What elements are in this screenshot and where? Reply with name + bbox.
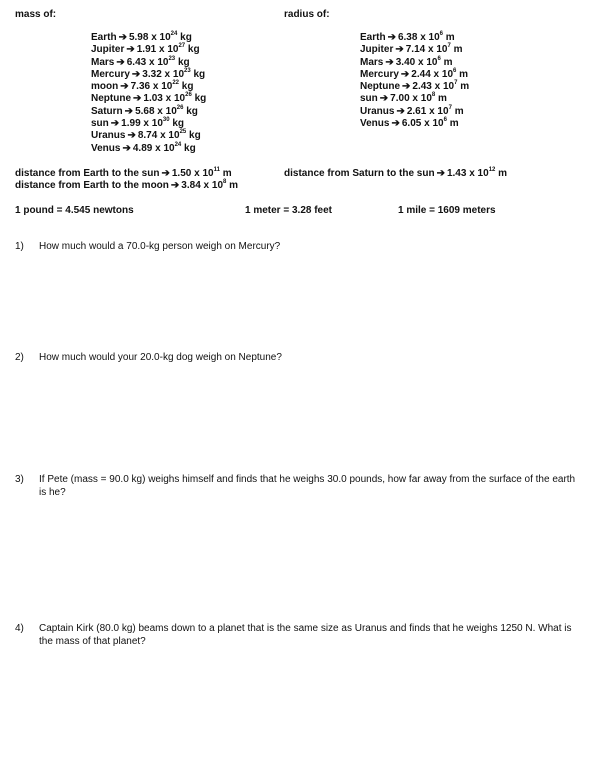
unit: kg [180,32,192,43]
arrow-icon: ➔ [116,56,125,68]
distance-earth-moon: distance from Earth to the moon ➔ 3.84 x $10^8$ m [15,179,239,191]
exponent: 6 [443,117,447,124]
body-name: Mercury [360,68,399,80]
value: 1.91 x 10 [136,44,179,56]
value: 1.99 x 10 [121,118,163,130]
mass-row [91,44,206,56]
exponent: 6 [437,55,441,62]
arrow-icon: ➔ [436,168,445,179]
exponent: 27 [178,43,186,50]
body-name: Neptune [91,93,131,105]
unit: kg [193,68,206,80]
body-name: sun [360,93,378,105]
radius-row [360,44,469,56]
arrow-icon: ➔ [379,93,389,105]
mass-row [91,69,206,81]
arrow-icon: ➔ [120,81,129,93]
arrow-icon: ➔ [133,93,142,105]
unit: m [443,56,453,68]
exponent: 6 [453,67,457,74]
conversion-mile: 1 mile = 1609 meters [398,205,496,216]
exponent: 24 [174,141,182,148]
exponent: 22 [172,80,180,87]
unit: kg [181,81,194,93]
body-name: Mars [91,56,115,68]
radius-row [360,93,469,105]
arrow-icon: ➔ [387,32,396,43]
unit: m [445,32,455,43]
arrow-icon: ➔ [110,118,120,130]
question-number: 2) [15,352,24,363]
unit: m [449,118,459,130]
arrow-icon: ➔ [385,56,394,68]
mass-row [91,118,206,130]
mass-list [91,32,206,155]
question-number: 3) [15,474,24,485]
question-text: How much would a 70.0-kg person weigh on Mercury? [39,241,281,252]
value: 6.05 x 10 [401,118,444,130]
value: 8.74 x 10 [137,130,180,142]
arrow-icon: ➔ [118,32,127,43]
value: 2.61 x 10 [406,105,449,117]
body-name: Jupiter [91,44,125,56]
body-name: Venus [360,118,390,130]
mass-row [91,143,206,155]
value: 7.00 x 10 [390,93,432,105]
unit: kg [187,44,200,56]
body-name: Mars [360,56,384,68]
radius-row [360,32,469,44]
mass-row [91,32,206,44]
question-2 [0,352,602,382]
value: 7.36 x 10 [130,81,173,93]
body-name: Venus [91,142,121,154]
mass-row [91,130,206,142]
question-text: Captain Kirk (80.0 kg) beams down to a planet that is the same size as Uranus and finds that he weighs 1250 N. What is the mass of that planet? [39,623,572,647]
distance-saturn-sun: distance from Saturn to the sun ➔ 1.43 x $10^{12}$ m [284,167,508,179]
unit: m [454,105,464,117]
unit: kg [194,93,207,105]
exponent: 6 [439,31,444,37]
unit: m [459,68,469,80]
radius-header: radius of: [284,9,330,20]
exponent: 26 [185,92,192,99]
exponent: 23 [184,67,191,74]
arrow-icon: ➔ [395,44,404,56]
arrow-icon: ➔ [131,68,141,80]
question-3 [0,474,602,504]
value: 6.43 x 10 [126,56,169,68]
body-name: Earth [91,32,117,43]
arrow-icon: ➔ [122,142,131,154]
question-1 [0,241,602,271]
question-text: If Pete (mass = 90.0 kg) weighs himself and finds that he weighs 30.0 pounds, how far away from the surface of the earth is he? [39,474,576,498]
arrow-icon: ➔ [126,44,135,56]
value: 4.89 x 10 [132,142,175,154]
radius-row [360,106,469,118]
value: 2.43 x 10 [412,81,455,93]
unit: m [460,81,470,93]
exponent: 24 [170,31,178,37]
body-name: Uranus [360,105,395,117]
body-name: sun [91,118,109,130]
mass-row [91,93,206,105]
unit: kg [184,142,196,154]
exponent: 30 [162,117,170,124]
radius-row [360,81,469,93]
value: 3.40 x 10 [395,56,438,68]
unit: kg [186,105,198,117]
radius-list [360,32,469,130]
arrow-icon: ➔ [400,68,410,80]
value: 3.32 x 10 [142,68,185,80]
value: 7.14 x 10 [405,44,448,56]
arrow-icon: ➔ [161,168,170,179]
arrow-icon: ➔ [396,105,405,117]
body-name: Mercury [91,68,130,80]
value: 2.44 x 10 [411,68,454,80]
exponent: 7 [448,104,452,111]
unit: kg [177,56,190,68]
conversion-meter: 1 meter = 3.28 feet [245,205,332,216]
question-number: 1) [15,241,24,252]
mass-header: mass of: [15,9,57,20]
exponent: 7 [447,43,451,50]
unit: kg [189,130,201,142]
arrow-icon: ➔ [124,105,134,117]
unit: m [453,44,463,56]
body-name: Earth [360,32,386,43]
body-name: Uranus [91,130,126,142]
unit: kg [172,118,185,130]
radius-row [360,69,469,81]
value: 6.38 x 10 [397,32,440,43]
body-name: moon [91,81,119,93]
value: 5.68 x 10 [135,105,177,117]
question-text: How much would your 20.0-kg dog weigh on Neptune? [39,352,282,363]
value: 1.03 x 10 [143,93,186,105]
radius-row [360,118,469,130]
exponent: 7 [454,80,458,87]
exponent: 26 [176,104,184,111]
arrow-icon: ➔ [127,130,136,142]
conversion-pound: 1 pound = 4.545 newtons [15,205,134,216]
arrow-icon: ➔ [170,180,180,191]
distance-earth-sun: distance from Earth to the sun ➔ 1.50 x $10^{11}$ m [15,167,232,179]
exponent: 23 [168,55,176,62]
body-name: Jupiter [360,44,394,56]
arrow-icon: ➔ [391,118,400,130]
value: 5.98 x 10 [128,32,171,43]
unit: m [438,93,447,105]
body-name: Saturn [91,105,123,117]
arrow-icon: ➔ [402,81,411,93]
mass-row [91,106,206,118]
body-name: Neptune [360,81,400,93]
exponent: 8 [431,92,436,99]
question-number: 4) [15,623,24,634]
question-4 [0,623,602,653]
exponent: 25 [179,129,187,136]
